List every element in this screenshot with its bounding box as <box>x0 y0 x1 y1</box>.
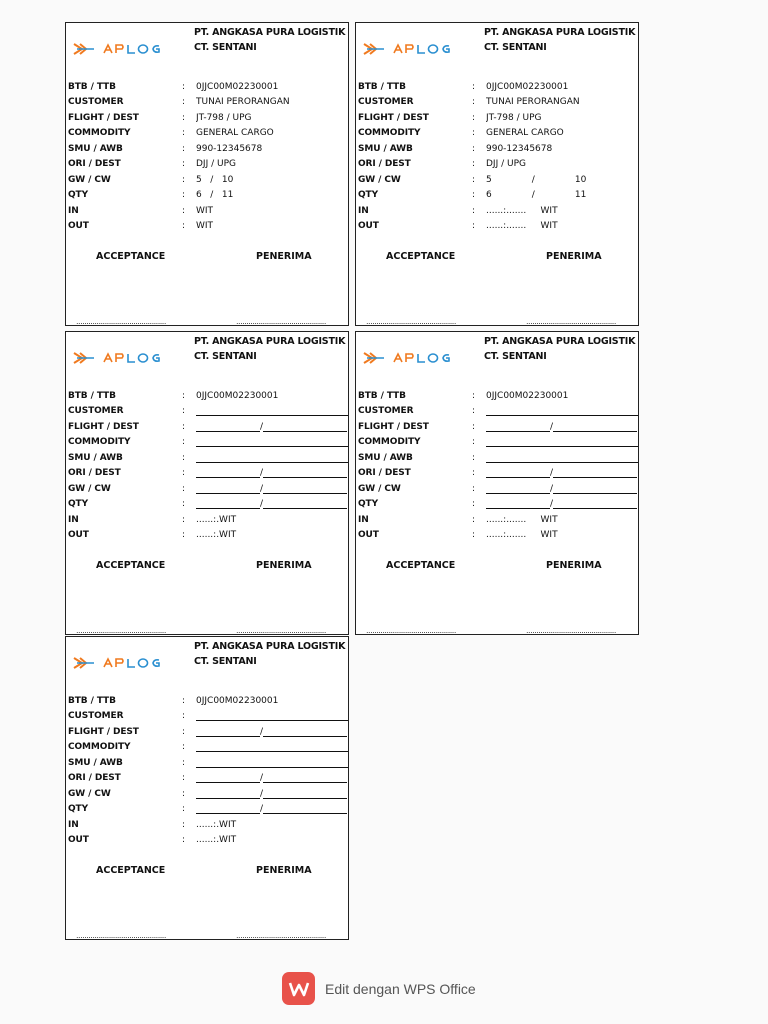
field-colon: : <box>472 81 476 92</box>
blank-field[interactable] <box>196 406 348 416</box>
field-label: CUSTOMER <box>68 406 124 417</box>
field-colon: : <box>182 406 186 417</box>
field-label: COMMODITY <box>68 437 131 448</box>
blank-line[interactable] <box>196 437 348 447</box>
company-name <box>484 334 635 364</box>
field-label: OUT <box>358 530 379 541</box>
blank-line[interactable] <box>553 499 637 509</box>
field-value[interactable]: ......:.WIT <box>196 514 237 525</box>
field-label: GW / CW <box>68 174 111 185</box>
company-line-1: PT. ANGKASA PURA LOGISTIK <box>484 27 636 38</box>
field-colon: : <box>472 390 476 401</box>
field-label: COMMODITY <box>68 742 131 753</box>
field-value[interactable]: 990-12345678 <box>196 143 263 154</box>
aplog-logo-icon <box>362 350 480 366</box>
blank-line[interactable] <box>196 773 260 783</box>
blank-line[interactable] <box>553 422 637 432</box>
field-label: ORI / DEST <box>68 159 121 170</box>
field-row-ori <box>358 157 638 173</box>
field-value[interactable]: 6 / 11 <box>196 190 234 201</box>
field-label: ORI / DEST <box>68 468 121 479</box>
wps-icon[interactable] <box>282 972 315 1005</box>
field-label: IN <box>68 205 79 216</box>
penerima-signature-line: ............................................ <box>236 931 326 940</box>
field-row-qty <box>358 188 638 204</box>
field-colon: : <box>182 81 186 92</box>
blank-line[interactable] <box>263 773 347 783</box>
acceptance-signature-line: ............................................ <box>76 931 166 940</box>
field-colon: : <box>472 530 476 541</box>
field-row-in <box>68 203 348 219</box>
field-colon: : <box>182 695 186 706</box>
field-value[interactable]: 6 / 11 <box>486 190 587 201</box>
blank-field[interactable] <box>486 468 638 478</box>
field-row-customer <box>68 404 348 420</box>
field-rows <box>358 79 638 234</box>
field-value[interactable]: TUNAI PERORANGAN <box>196 97 290 108</box>
field-value[interactable]: ......:....... WIT <box>486 530 558 541</box>
field-rows <box>68 79 348 234</box>
field-value[interactable]: 0JJC00M02230001 <box>486 390 569 401</box>
company-line-1: PT. ANGKASA PURA LOGISTIK <box>194 27 346 38</box>
field-colon: : <box>182 483 186 494</box>
field-rows <box>358 388 638 543</box>
field-row-out <box>358 219 638 235</box>
field-label: IN <box>68 819 79 830</box>
slash-separator: / <box>260 788 264 799</box>
company-name <box>194 639 345 669</box>
blank-field[interactable] <box>196 711 348 721</box>
blank-line[interactable] <box>196 499 260 509</box>
field-colon: : <box>472 128 476 139</box>
receipt-card <box>65 22 349 326</box>
blank-line[interactable] <box>553 468 637 478</box>
field-row-btb <box>68 693 348 709</box>
field-colon: : <box>182 390 186 401</box>
field-row-customer <box>68 709 348 725</box>
field-row-customer <box>358 95 638 111</box>
field-colon: : <box>182 819 186 830</box>
field-row-customer <box>358 404 638 420</box>
field-row-flight <box>68 724 348 740</box>
company-line-1: PT. ANGKASA PURA LOGISTIK <box>194 336 346 347</box>
field-row-commodity <box>68 435 348 451</box>
slash-separator: / <box>550 483 554 494</box>
field-colon: : <box>182 421 186 432</box>
receipt-card <box>65 331 349 635</box>
field-colon: : <box>182 726 186 737</box>
field-label: ORI / DEST <box>68 773 121 784</box>
field-label: QTY <box>68 804 89 815</box>
field-row-btb <box>68 79 348 95</box>
blank-field[interactable] <box>196 499 348 509</box>
field-row-flight <box>358 419 638 435</box>
field-colon: : <box>472 406 476 417</box>
field-row-gw <box>68 786 348 802</box>
company-line-2: CT. SENTANI <box>194 656 257 667</box>
field-label: FLIGHT / DEST <box>358 421 429 432</box>
acceptance-label: ACCEPTANCE <box>96 251 166 262</box>
acceptance-label: ACCEPTANCE <box>386 560 456 571</box>
field-label: BTB / TTB <box>358 390 406 401</box>
slash-separator: / <box>550 499 554 510</box>
receipt-card <box>65 636 349 940</box>
blank-line[interactable] <box>196 422 260 432</box>
field-label: COMMODITY <box>358 437 421 448</box>
blank-line[interactable] <box>263 484 347 494</box>
field-colon: : <box>472 468 476 479</box>
blank-line[interactable] <box>196 727 260 737</box>
field-colon: : <box>182 128 186 139</box>
field-label: IN <box>358 514 369 525</box>
field-colon: : <box>472 97 476 108</box>
field-colon: : <box>182 835 186 846</box>
field-value[interactable]: 0JJC00M02230001 <box>196 695 279 706</box>
field-label: CUSTOMER <box>358 97 414 108</box>
field-label: BTB / TTB <box>68 390 116 401</box>
field-label: OUT <box>68 835 89 846</box>
field-label: CUSTOMER <box>358 406 414 417</box>
field-row-in <box>68 817 348 833</box>
field-row-gw <box>68 481 348 497</box>
field-row-smu <box>68 141 348 157</box>
field-row-in <box>358 203 638 219</box>
field-row-ori <box>68 157 348 173</box>
field-colon: : <box>182 773 186 784</box>
field-colon: : <box>472 112 476 123</box>
field-label: FLIGHT / DEST <box>68 421 139 432</box>
field-row-btb <box>68 388 348 404</box>
field-colon: : <box>472 514 476 525</box>
blank-line[interactable] <box>553 484 637 494</box>
field-value[interactable]: 0JJC00M02230001 <box>196 390 279 401</box>
blank-line[interactable] <box>486 484 550 494</box>
field-value[interactable]: ......:.WIT <box>196 835 237 846</box>
slash-separator: / <box>550 468 554 479</box>
acceptance-label: ACCEPTANCE <box>96 560 166 571</box>
slash-separator: / <box>260 499 264 510</box>
field-row-qty <box>68 497 348 513</box>
field-row-out <box>358 528 638 544</box>
field-rows <box>68 388 348 543</box>
field-colon: : <box>472 143 476 154</box>
blank-line[interactable] <box>263 499 347 509</box>
field-value[interactable]: WIT <box>196 221 214 232</box>
field-colon: : <box>182 530 186 541</box>
blank-field[interactable] <box>486 484 638 494</box>
acceptance-signature-line: ............................................ <box>76 317 166 326</box>
field-row-smu <box>358 141 638 157</box>
field-label: BTB / TTB <box>358 81 406 92</box>
field-row-out <box>68 219 348 235</box>
field-colon: : <box>182 499 186 510</box>
blank-line[interactable] <box>486 499 550 509</box>
field-value[interactable]: JT-798 / UPG <box>486 112 542 123</box>
field-row-qty <box>358 497 638 513</box>
penerima-label: PENERIMA <box>256 560 312 571</box>
blank-line[interactable] <box>196 804 260 814</box>
company-line-2: CT. SENTANI <box>484 42 547 53</box>
blank-line[interactable] <box>196 758 348 768</box>
field-row-gw <box>358 481 638 497</box>
blank-field[interactable] <box>486 499 638 509</box>
field-label: BTB / TTB <box>68 81 116 92</box>
company-name <box>194 25 345 55</box>
slash-separator: / <box>550 421 554 432</box>
field-value[interactable]: 990-12345678 <box>486 143 553 154</box>
field-row-gw <box>358 172 638 188</box>
field-value[interactable]: DJJ / UPG <box>196 159 236 170</box>
field-value[interactable]: TUNAI PERORANGAN <box>486 97 580 108</box>
field-label: GW / CW <box>68 483 111 494</box>
blank-field[interactable] <box>196 789 348 799</box>
field-value[interactable]: ......:....... WIT <box>486 221 558 232</box>
penerima-signature-line: ............................................ <box>236 626 326 635</box>
field-colon: : <box>182 437 186 448</box>
field-colon: : <box>182 514 186 525</box>
field-colon: : <box>182 174 186 185</box>
company-line-2: CT. SENTANI <box>484 351 547 362</box>
field-colon: : <box>182 112 186 123</box>
field-colon: : <box>472 421 476 432</box>
blank-line[interactable] <box>196 711 348 721</box>
field-colon: : <box>472 174 476 185</box>
field-colon: : <box>182 97 186 108</box>
penerima-signature-line: ............................................ <box>526 626 616 635</box>
wps-edit-text[interactable]: Edit dengan WPS Office <box>325 980 476 997</box>
field-label: SMU / AWB <box>358 452 413 463</box>
field-row-in <box>358 512 638 528</box>
aplog-logo-icon <box>72 350 190 366</box>
blank-field[interactable] <box>196 727 348 737</box>
field-value[interactable]: 5 / 10 <box>486 174 587 185</box>
field-row-smu <box>68 450 348 466</box>
receipt-card <box>355 331 639 635</box>
field-colon: : <box>182 757 186 768</box>
field-value[interactable]: WIT <box>196 205 214 216</box>
field-colon: : <box>182 468 186 479</box>
blank-line[interactable] <box>486 437 638 447</box>
penerima-label: PENERIMA <box>256 865 312 876</box>
field-row-smu <box>68 755 348 771</box>
blank-line[interactable] <box>196 406 348 416</box>
blank-line[interactable] <box>196 484 260 494</box>
field-label: ORI / DEST <box>358 468 411 479</box>
field-value[interactable]: JT-798 / UPG <box>196 112 252 123</box>
field-label: QTY <box>358 499 379 510</box>
field-label: GW / CW <box>358 483 401 494</box>
field-colon: : <box>182 711 186 722</box>
field-colon: : <box>472 483 476 494</box>
field-value[interactable]: 0JJC00M02230001 <box>486 81 569 92</box>
acceptance-signature-line: ............................................ <box>366 626 456 635</box>
field-colon: : <box>182 788 186 799</box>
field-row-flight <box>358 110 638 126</box>
blank-line[interactable] <box>196 742 348 752</box>
blank-field[interactable] <box>196 484 348 494</box>
field-colon: : <box>182 742 186 753</box>
penerima-label: PENERIMA <box>256 251 312 262</box>
company-name <box>484 25 635 55</box>
blank-line[interactable] <box>263 422 347 432</box>
field-label: COMMODITY <box>358 128 421 139</box>
blank-line[interactable] <box>196 789 260 799</box>
blank-line[interactable] <box>486 406 638 416</box>
blank-line[interactable] <box>263 804 347 814</box>
penerima-label: PENERIMA <box>546 251 602 262</box>
field-value[interactable]: 0JJC00M02230001 <box>196 81 279 92</box>
slash-separator: / <box>260 421 264 432</box>
slash-separator: / <box>260 804 264 815</box>
blank-field[interactable] <box>196 773 348 783</box>
blank-field[interactable] <box>486 453 638 463</box>
field-row-ori <box>358 466 638 482</box>
field-label: GW / CW <box>358 174 401 185</box>
field-row-in <box>68 512 348 528</box>
field-label: QTY <box>68 499 89 510</box>
company-line-1: PT. ANGKASA PURA LOGISTIK <box>194 641 346 652</box>
field-colon: : <box>472 205 476 216</box>
field-label: CUSTOMER <box>68 97 124 108</box>
acceptance-signature-line: ............................................ <box>76 626 166 635</box>
receipt-card <box>355 22 639 326</box>
field-row-smu <box>358 450 638 466</box>
field-colon: : <box>182 205 186 216</box>
blank-field[interactable] <box>486 406 638 416</box>
field-value[interactable]: GENERAL CARGO <box>196 128 274 139</box>
field-label: SMU / AWB <box>358 143 413 154</box>
field-colon: : <box>472 499 476 510</box>
field-colon: : <box>182 804 186 815</box>
field-label: ORI / DEST <box>358 159 411 170</box>
field-row-btb <box>358 79 638 95</box>
field-row-flight <box>68 419 348 435</box>
blank-line[interactable] <box>196 453 348 463</box>
field-label: IN <box>358 205 369 216</box>
field-colon: : <box>472 190 476 201</box>
field-value[interactable]: ......:....... WIT <box>486 514 558 525</box>
field-value[interactable]: DJJ / UPG <box>486 159 526 170</box>
field-label: GW / CW <box>68 788 111 799</box>
blank-line[interactable] <box>263 468 347 478</box>
field-row-commodity <box>68 740 348 756</box>
field-label: OUT <box>68 221 89 232</box>
field-colon: : <box>472 452 476 463</box>
aplog-logo-icon <box>72 41 190 57</box>
slash-separator: / <box>260 483 264 494</box>
field-colon: : <box>182 143 186 154</box>
field-row-customer <box>68 95 348 111</box>
blank-line[interactable] <box>486 453 638 463</box>
field-value[interactable]: ......:.WIT <box>196 819 237 830</box>
field-colon: : <box>472 437 476 448</box>
wps-w-glyph <box>288 981 310 997</box>
field-row-commodity <box>358 126 638 142</box>
blank-field[interactable] <box>196 758 348 768</box>
slash-separator: / <box>260 773 264 784</box>
field-value[interactable]: GENERAL CARGO <box>486 128 564 139</box>
blank-field[interactable] <box>486 422 638 432</box>
field-row-ori <box>68 466 348 482</box>
blank-field[interactable] <box>196 468 348 478</box>
blank-line[interactable] <box>263 789 347 799</box>
penerima-signature-line: ............................................ <box>526 317 616 326</box>
field-label: QTY <box>358 190 379 201</box>
blank-line[interactable] <box>196 468 260 478</box>
field-row-flight <box>68 110 348 126</box>
field-label: FLIGHT / DEST <box>68 112 139 123</box>
field-row-qty <box>68 188 348 204</box>
field-row-out <box>68 833 348 849</box>
field-row-ori <box>68 771 348 787</box>
field-rows <box>68 693 348 848</box>
wps-edit-banner[interactable] <box>282 972 476 1005</box>
field-label: COMMODITY <box>68 128 131 139</box>
field-value[interactable]: ......:.WIT <box>196 530 237 541</box>
field-label: CUSTOMER <box>68 711 124 722</box>
company-line-2: CT. SENTANI <box>194 351 257 362</box>
field-row-gw <box>68 172 348 188</box>
blank-line[interactable] <box>263 727 347 737</box>
field-value[interactable]: 5 / 10 <box>196 174 234 185</box>
blank-field[interactable] <box>196 804 348 814</box>
field-label: BTB / TTB <box>68 695 116 706</box>
field-label: OUT <box>68 530 89 541</box>
field-row-qty <box>68 802 348 818</box>
acceptance-label: ACCEPTANCE <box>386 251 456 262</box>
aplog-logo-icon <box>362 41 480 57</box>
field-value[interactable]: ......:....... WIT <box>486 205 558 216</box>
field-label: SMU / AWB <box>68 757 123 768</box>
field-label: FLIGHT / DEST <box>358 112 429 123</box>
field-colon: : <box>182 452 186 463</box>
blank-field[interactable] <box>196 437 348 447</box>
field-colon: : <box>472 221 476 232</box>
field-colon: : <box>472 159 476 170</box>
company-line-2: CT. SENTANI <box>194 42 257 53</box>
field-label: FLIGHT / DEST <box>68 726 139 737</box>
field-label: SMU / AWB <box>68 143 123 154</box>
field-row-out <box>68 528 348 544</box>
blank-field[interactable] <box>196 422 348 432</box>
blank-line[interactable] <box>486 422 550 432</box>
blank-field[interactable] <box>196 453 348 463</box>
slash-separator: / <box>260 726 264 737</box>
field-label: SMU / AWB <box>68 452 123 463</box>
slash-separator: / <box>260 468 264 479</box>
field-colon: : <box>182 190 186 201</box>
field-label: QTY <box>68 190 89 201</box>
field-label: IN <box>68 514 79 525</box>
company-name <box>194 334 345 364</box>
blank-field[interactable] <box>486 437 638 447</box>
blank-line[interactable] <box>486 468 550 478</box>
field-row-commodity <box>358 435 638 451</box>
field-row-btb <box>358 388 638 404</box>
field-label: OUT <box>358 221 379 232</box>
field-row-commodity <box>68 126 348 142</box>
penerima-label: PENERIMA <box>546 560 602 571</box>
field-colon: : <box>182 159 186 170</box>
blank-field[interactable] <box>196 742 348 752</box>
company-line-1: PT. ANGKASA PURA LOGISTIK <box>484 336 636 347</box>
acceptance-label: ACCEPTANCE <box>96 865 166 876</box>
field-colon: : <box>182 221 186 232</box>
penerima-signature-line: ............................................ <box>236 317 326 326</box>
acceptance-signature-line: ............................................ <box>366 317 456 326</box>
aplog-logo-icon <box>72 655 190 671</box>
